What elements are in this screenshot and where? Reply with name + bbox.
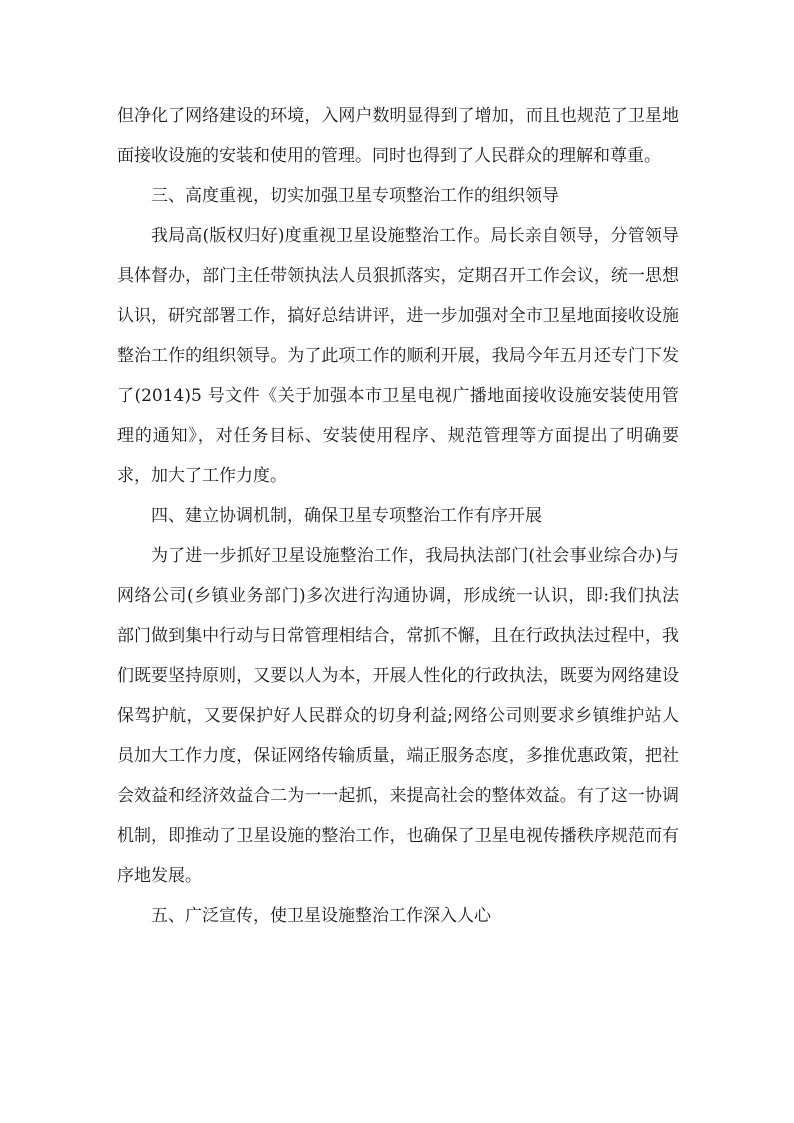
section-heading-3: 三、高度重视，切实加强卫星专项整治工作的组织领导: [151, 186, 559, 206]
paragraph-continued: 但净化了网络建设的环境，入网户数明显得到了增加，而且也规范了卫星地面接收设施的安装和使用的管理。同时也得到了人民群众的理解和尊重。: [117, 106, 679, 166]
paragraph-coordination: 为了进一步抓好卫星设施整治工作，我局执法部门(社会事业综合办)与网络公司(乡镇业务部门)多次进行沟通协调，形成统一认识，即:我们执法部门做到集中行动与日常管理相结合，常抓不懈，且在行政执法过程中，我们既要坚持原则，又要以人为本，开展人性化的行政执法，既要为网络建设保驾护航，又要保护好人民群众的切身利益;网络公司则要求乡镇维护站人员加大工作力度，保证网络传输质量，端正服务态度，多推优惠政策，把社会效益和经济效益合二为一一起抓，来提高社会的整体效益。有了这一协调机制，即推动了卫星设施的整治工作，也确保了卫星电视传播秩序规范而有序地发展。: [117, 546, 679, 886]
paragraph-organization: 我局高(版权归好)度重视卫星设施整治工作。局长亲自领导，分管领导具体督办，部门主任带领执法人员狠抓落实，定期召开工作会议，统一思想认识，研究部署工作，搞好总结讲评，进一步加强对全市卫星地面接收设施整治工作的组织领导。为了此项工作的顺利开展，我局今年五月还专门下发了(2014)5 号文件《关于加强本市卫星电视广播地面接收设施安装使用管理的通知》，对任务目标、安装使用程序、规范管理等方面提出了明确要求，加大了工作力度。: [117, 226, 679, 486]
document-body: [117, 96, 679, 936]
section-heading-4: 四、建立协调机制，确保卫星专项整治工作有序开展: [151, 506, 542, 526]
section-heading-5: 五、广泛宣传，使卫星设施整治工作深入人心: [151, 906, 491, 926]
